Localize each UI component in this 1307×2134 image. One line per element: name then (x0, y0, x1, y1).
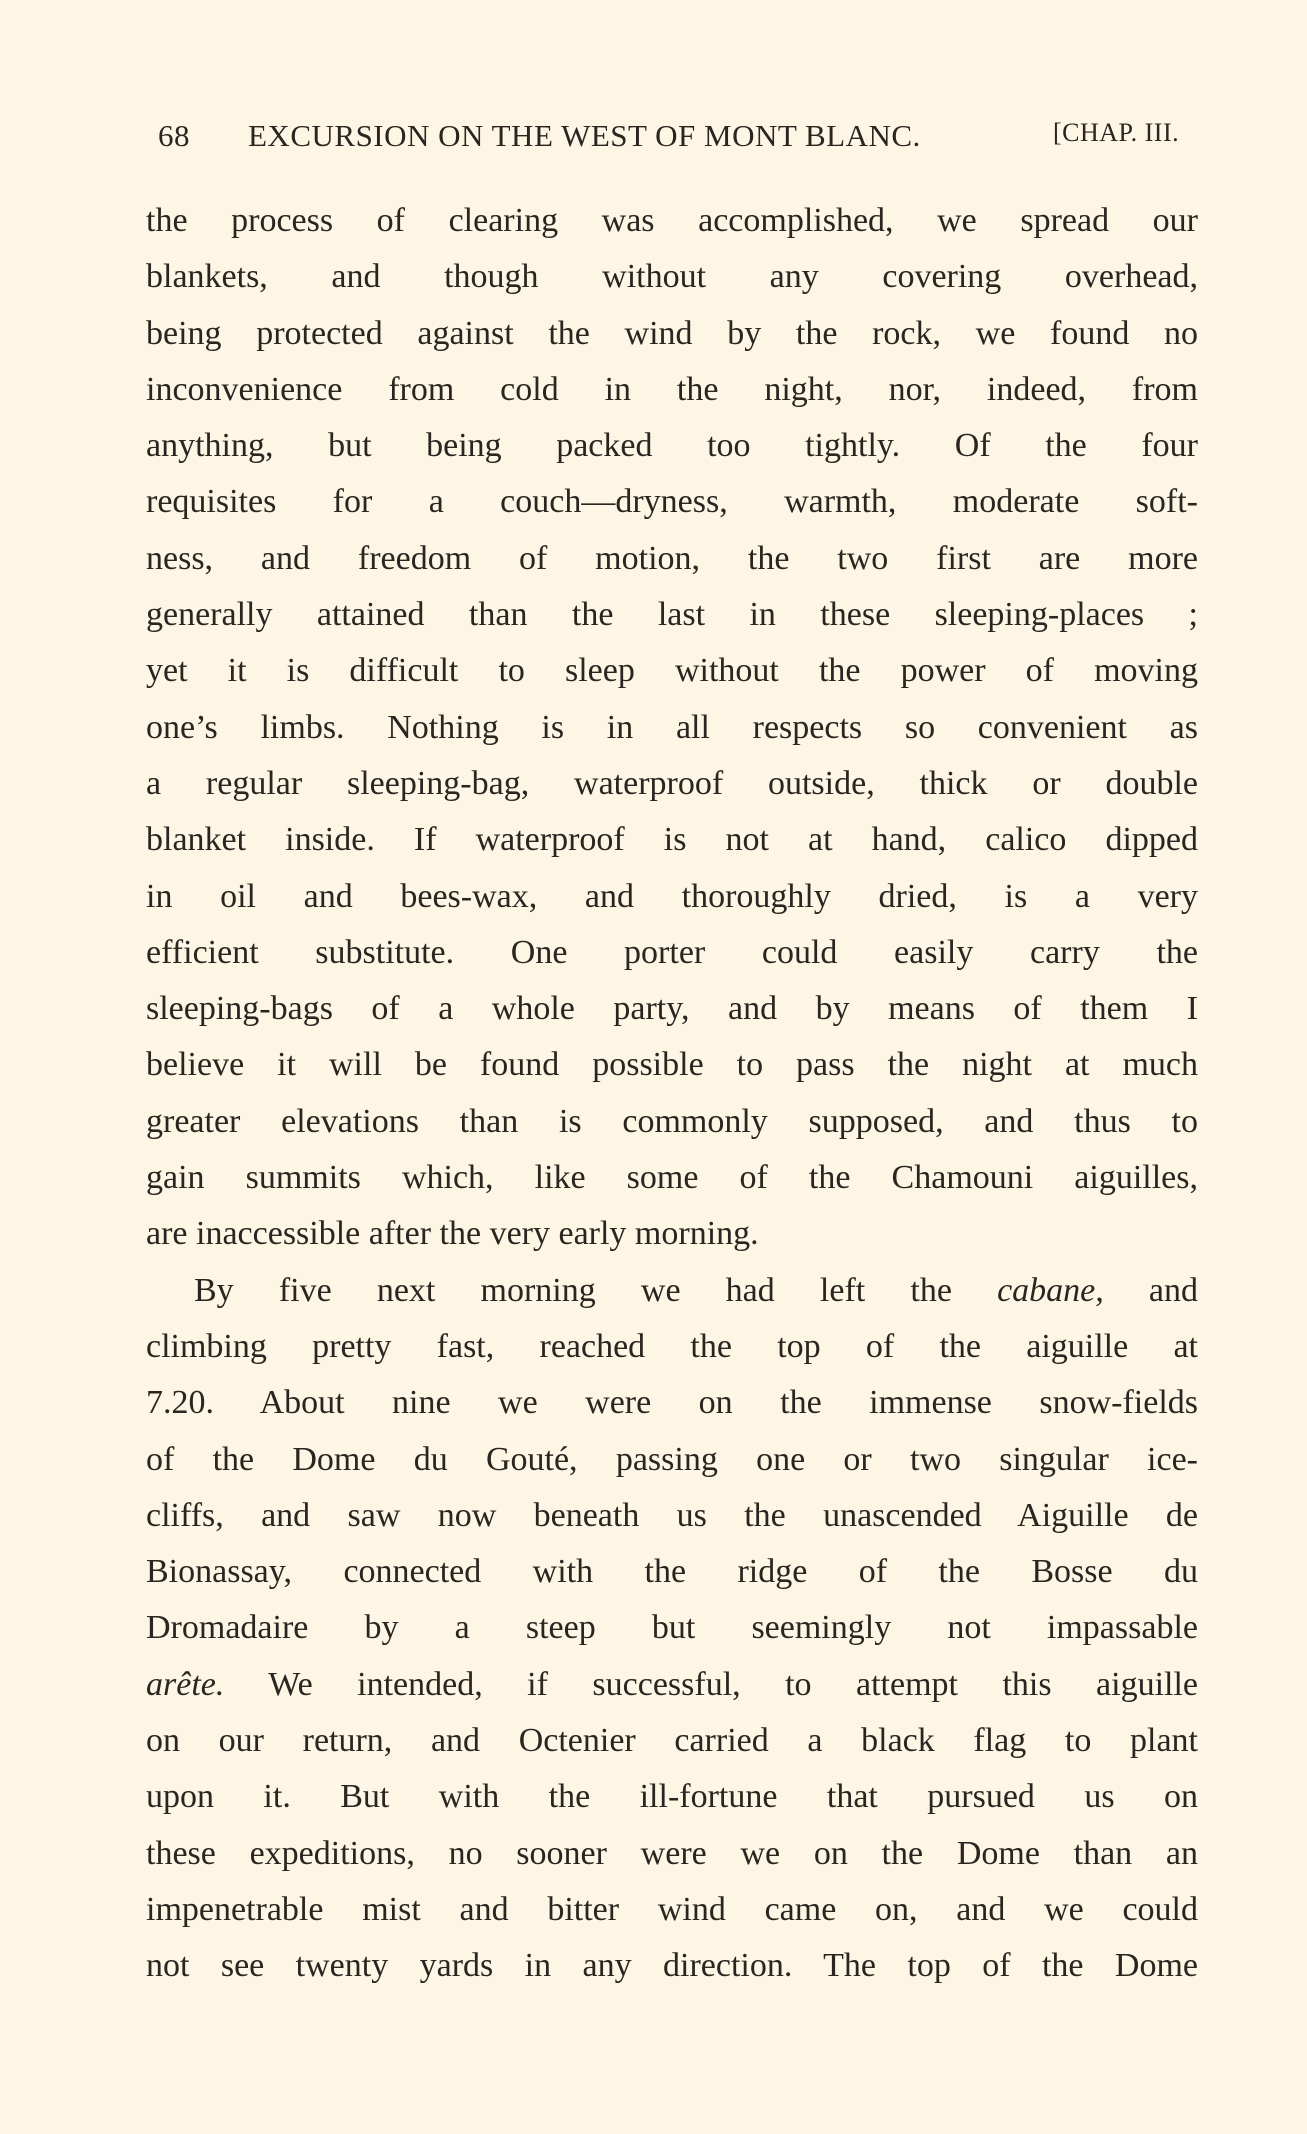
text-line: ness, and freedom of motion, the two first are more (146, 539, 1198, 577)
page-number: 68 (158, 118, 190, 153)
running-head (158, 118, 1208, 158)
chapter-reference: [CHAP. III. (1053, 118, 1180, 147)
text-line: Bionassay, connected with the ridge of the Bosse du (146, 1553, 1198, 1591)
text-line: of the Dome du Gouté, passing one or two singular ice- (146, 1440, 1198, 1478)
text-line: greater elevations than is commonly supposed, and thus to (146, 1102, 1198, 1140)
text-segment: and (1148, 1271, 1198, 1309)
text-line: are inaccessible after the very early morning. (146, 1215, 759, 1253)
text-line: yet it is difficult to sleep without the power of moving (146, 652, 1198, 690)
text-line (146, 1263, 1198, 1319)
paragraph-1 (146, 193, 1198, 1263)
text-line: Dromadaire by a steep but seemingly not impassable (146, 1609, 1198, 1647)
text-line: not see twenty yards in any direction. The top of the Dome (146, 1947, 1198, 1985)
text-line: one’s limbs. Nothing is in all respects so convenient as (146, 708, 1198, 746)
text-line: upon it. But with the ill-fortune that pursued us on (146, 1778, 1198, 1816)
italic-word: cabane, (997, 1271, 1104, 1309)
text-line: climbing pretty fast, reached the top of the aiguille at (146, 1327, 1198, 1365)
text-line: inconvenience from cold in the night, nor, indeed, from (146, 370, 1198, 408)
text-line: a regular sleeping-bag, waterproof outside, thick or double (146, 764, 1198, 802)
text-line: sleeping-bags of a whole party, and by means of them I (146, 990, 1198, 1028)
text-line: the process of clearing was accomplished, we spread our (146, 202, 1198, 239)
text-line: requisites for a couch—dryness, warmth, moderate soft- (146, 483, 1198, 521)
text-line: blankets, and though without any covering overhead, (146, 258, 1198, 296)
text-segment: By five next morning we had left the (194, 1271, 952, 1309)
text-line: generally attained than the last in these sleeping-places ; (146, 596, 1198, 634)
text-segment: We intended, if successful, to attempt this aiguille (268, 1665, 1198, 1703)
paragraph-2 (146, 1263, 1198, 1995)
italic-word: arête. (146, 1665, 225, 1703)
text-line: anything, but being packed too tightly. Of the four (146, 427, 1198, 465)
text-line: 7.20. About nine we were on the immense snow-fields (146, 1384, 1198, 1422)
running-head-title: EXCURSION ON THE WEST OF MONT BLANC. (248, 118, 921, 153)
text-line: believe it will be found possible to pass the night at much (146, 1046, 1198, 1084)
text-line: efficient substitute. One porter could easily carry the (146, 933, 1198, 971)
text-line (146, 1657, 1198, 1713)
text-line: being protected against the wind by the rock, we found no (146, 314, 1198, 352)
text-line: gain summits which, like some of the Chamouni aiguilles, (146, 1159, 1198, 1197)
text-line: on our return, and Octenier carried a black flag to plant (146, 1722, 1198, 1760)
text-line: blanket inside. If waterproof is not at hand, calico dipped (146, 821, 1198, 859)
text-line: impenetrable mist and bitter wind came on, and we could (146, 1890, 1198, 1928)
text-line: these expeditions, no sooner were we on the Dome than an (146, 1834, 1198, 1872)
text-line: cliffs, and saw now beneath us the unascended Aiguille de (146, 1496, 1198, 1534)
text-line: in oil and bees-wax, and thoroughly dried, is a very (146, 877, 1198, 915)
body-text (146, 193, 1198, 1995)
